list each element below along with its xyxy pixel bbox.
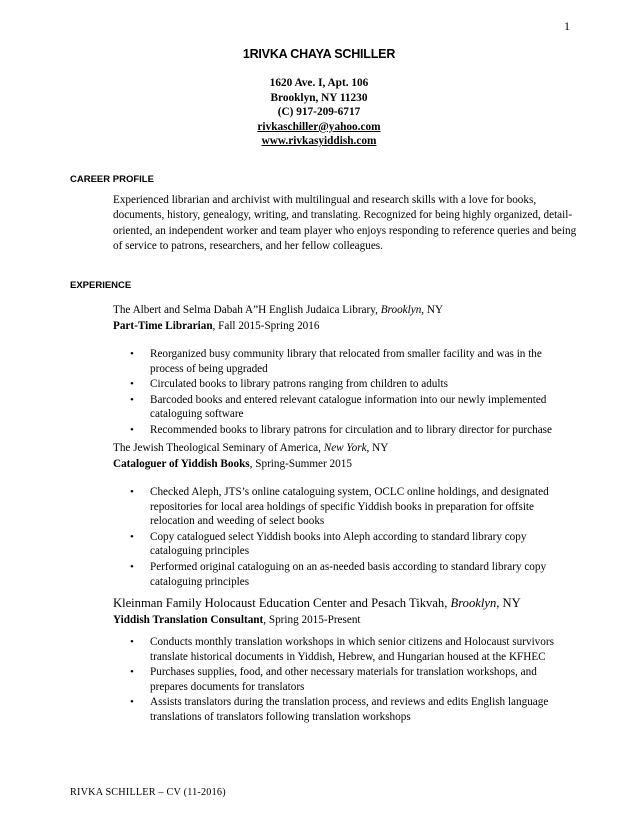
employer-state: , NY [421, 304, 444, 316]
job-bullet-list [130, 485, 575, 590]
employer-state: , NY [496, 596, 521, 610]
job-title: Part-Time Librarian [113, 320, 213, 332]
employer-name: The Albert and Selma Dabah A”H English Judaica Library, [113, 304, 378, 316]
page-number: 1 [564, 19, 570, 33]
list-item [130, 635, 575, 664]
address-line-1: 1620 Ave. I, Apt. 106 [269, 77, 369, 89]
candidate-name: 1RIVKA CHAYA SCHILLER [242, 47, 396, 61]
address-line-2: Brooklyn, NY 11230 [270, 91, 368, 104]
page-footer: RIVKA SCHILLER – CV (11-2016) [70, 787, 226, 798]
bullet-icon: • [130, 393, 134, 406]
job-employer [113, 442, 388, 454]
bullet-text: Recommended books to library patrons for circulation and to library director for purchase [150, 423, 552, 436]
job-title: Cataloguer of Yiddish Books [113, 458, 250, 470]
employer-city: Brooklyn [380, 304, 422, 316]
employer-state: , NY [366, 442, 389, 454]
bullet-icon: • [130, 378, 134, 391]
job-dates: , Fall 2015-Spring 2016 [212, 320, 320, 332]
bullet-icon: • [130, 666, 134, 679]
bullet-icon: • [130, 530, 134, 543]
bullet-text: Purchases supplies, food, and other necessary materials for translation workshops, and prepares documents for translators [150, 666, 537, 693]
bullet-text: Copy catalogued select Yiddish books into Aleph according to standard library copy cataloguing principles [150, 530, 527, 558]
job-bullet-list [130, 635, 575, 726]
list-item [130, 665, 575, 694]
bullet-text: Assists translators during the translation process, and reviews and edits English language translations of translators following translation workshops [150, 696, 549, 723]
phone-number: (C) 917-209-6717 [277, 106, 361, 119]
bullet-text: Conducts monthly translation workshops in which senior citizens and Holocaust survivors translate historical documents in Yiddish, Hebrew, and Hungarian housed at the KFHEC [150, 636, 554, 663]
bullet-text: Circulated books to library patrons ranging from children to adults [150, 378, 448, 391]
employer-city: New York [323, 442, 367, 454]
list-item [130, 695, 575, 724]
bullet-text: Reorganized busy community library that relocated from smaller facility and was in the process of being upgraded [150, 348, 542, 375]
list-item [130, 377, 575, 392]
job-employer [113, 596, 521, 611]
job-position [113, 614, 361, 626]
bullet-icon: • [130, 696, 134, 709]
employer-name: Kleinman Family Holocaust Education Center and Pesach Tikvah, [113, 596, 448, 610]
bullet-text: Barcoded books and entered relevant catalogue information into our newly implemented cataloguing software [150, 393, 547, 421]
job-bullet-list [130, 347, 575, 439]
bullet-text: Checked Aleph, JTS’s online cataloguing system, OCLC online holdings, and designated repositories for local area holdings of specific Yiddish books in preparation for offsite relocation and weeding of select books [150, 486, 549, 528]
list-item [130, 485, 575, 529]
job-title: Yiddish Translation Consultant [113, 614, 264, 626]
contact-block [0, 76, 638, 149]
bullet-icon: • [130, 636, 134, 648]
job-position [113, 320, 319, 332]
list-item [130, 560, 575, 589]
list-item [130, 423, 575, 438]
bullet-text: Performed original cataloguing on an as-needed basis according to standard library copy cataloguing principles [150, 560, 547, 588]
career-profile-text: Experienced librarian and archivist with multilingual and research skills with a love for books, documents, history, genealogy, writing, and translating. Recognized for being highly organized, detail-oriented, an independent worker and team player who enjoys responding to reference queries and being of service to patrons, researchers, and her fellow colleagues. [113, 194, 577, 253]
job-employer [113, 304, 443, 316]
list-item [130, 347, 575, 376]
list-item [130, 530, 575, 559]
career-profile-heading: CAREER PROFILE [70, 174, 154, 185]
bullet-icon: • [130, 560, 134, 573]
bullet-icon: • [130, 423, 134, 436]
job-position [113, 458, 352, 470]
job-dates: , Spring 2015-Present [263, 614, 361, 626]
experience-heading: EXPERIENCE [70, 280, 132, 291]
job-dates: , Spring-Summer 2015 [249, 458, 352, 470]
employer-name: The Jewish Theological Seminary of America, [113, 442, 321, 454]
website-link[interactable]: www.rivkasyiddish.com [261, 135, 377, 148]
email-link[interactable]: rivkaschiller@yahoo.com [257, 120, 381, 133]
bullet-icon: • [130, 348, 134, 360]
bullet-icon: • [130, 486, 134, 498]
employer-city: Brooklyn [450, 596, 497, 610]
list-item [130, 393, 575, 422]
